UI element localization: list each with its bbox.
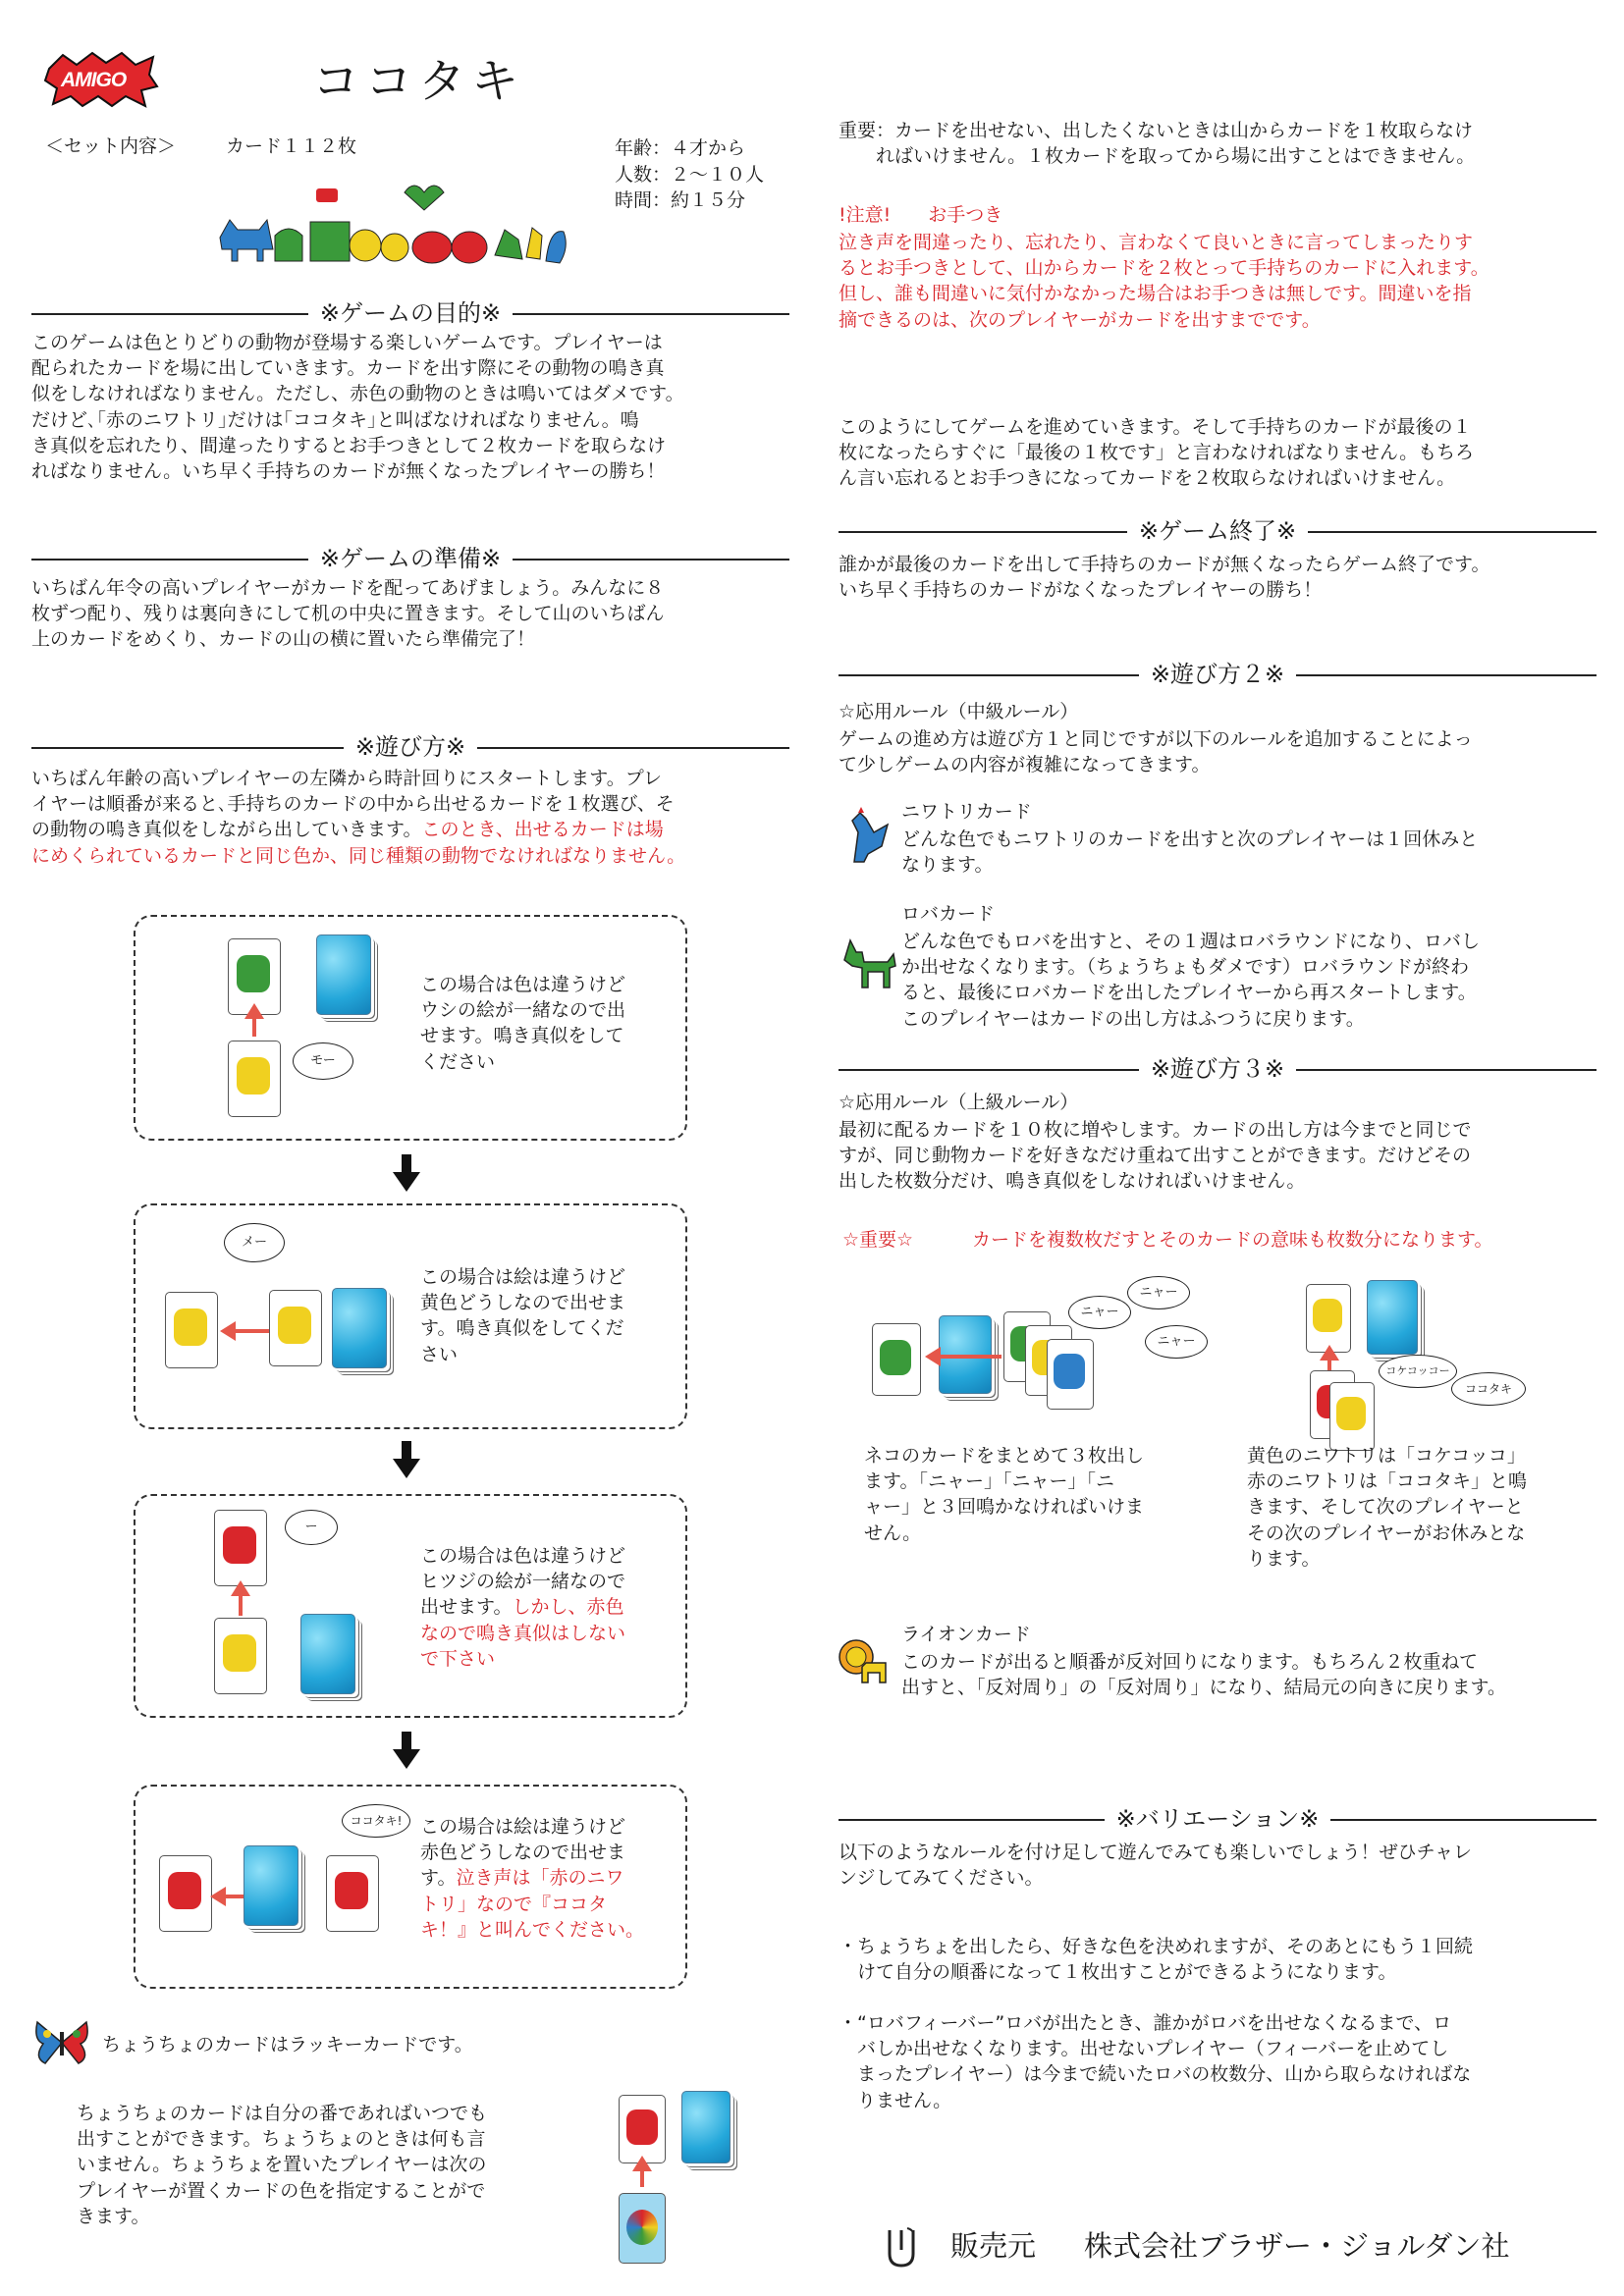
play3-important-body: カードを複数枚だすとそのカードの意味も枚数分になります。 [972, 1229, 1493, 1251]
example3-field-card [214, 1510, 267, 1586]
flow-arrow-3 [393, 1732, 420, 1769]
penalty-title: !注意! お手つき [839, 204, 1003, 226]
prep-body: いちばん年令の高いプレイヤーがカードを配ってあげましょう。みんなに８ 枚ずつ配り、残りは裏向きにして机の中央に置きます。そして山のいちばん 上のカードをめくり、カードの山の横に置いたら準備完了！ [31, 577, 665, 651]
chicken-caption: 黄色のニワトリは「コケコッコ」 赤のニワトリは「ココタキ」と鳴 きます、そして次のプレイヤーと その次のプレイヤーがお休みとな ります。 [1247, 1445, 1528, 1570]
play2-section-header [839, 658, 1597, 693]
publisher-label: 販売元 [950, 2229, 1037, 2263]
end-body: 誰かが最後のカードを出して手持ちのカードが無くなったらゲーム終了です。 いち早く手持ちのカードがなくなったプレイヤーの勝ち！ [839, 554, 1490, 602]
butterfly-icon [33, 2018, 90, 2067]
butterfly-arrow [640, 2169, 644, 2187]
chicken-bubble-1: コケコッコー [1379, 1355, 1457, 1388]
chicken-deck [1367, 1280, 1418, 1355]
example4-text-red: 泣き声は「赤のニワ トリ」なので『ココタ キ！』と叫んでください。 [420, 1867, 645, 1941]
variation-title: ※バリエーション※ [1115, 1805, 1320, 1834]
last-card-body: このようにしてゲームを進めていきます。そして手持ちのカードが最後の１ 枚になったらすぐに「最後の１枚です」と言わなければなりません。もちろ ん言い忘れるとお手つきになってカードを２枚取らなければいけません。 [839, 416, 1475, 490]
chicken-bubble-2: ココタキ [1451, 1372, 1526, 1406]
cat-played-card-3 [1047, 1339, 1094, 1410]
example4-deck [244, 1845, 298, 1926]
donkey-icon [840, 933, 899, 991]
variation-section-header [839, 1802, 1597, 1838]
example-box-4 [134, 1785, 687, 1989]
goal-body: このゲームは色とりどりの動物が登場する楽しいゲームです。プレイヤーは 配られたカードを場に出していきます。カードを出す際にその動物の鳴き真 似をしなければなりません。ただし、赤色の動物のときは鳴いてはダメです。 だけど､｢赤のニワトリ｣だけは｢ココタキ｣と叫ばなければなりません。鳴 き真似を忘れたり、間違ったりするとお手つきとして２枚カードを取らなけ ればなりません。いち早く手持ちのカードが無くなったプレイヤーの勝ち！ [31, 332, 684, 483]
example-box-3 [134, 1494, 687, 1718]
example1-text: この場合は色は違うけど ウシの絵が一緒なので出 せます。鳴き真似をして ください [420, 974, 626, 1073]
cat-bubble-3: ニャー [1145, 1325, 1208, 1359]
play2-subtitle: ☆応用ルール（中級ルール） [839, 701, 1079, 722]
play3-section-header [839, 1052, 1597, 1088]
example3-text-red: しかし、赤色 なので鳴き真似はしない で下さい [420, 1596, 626, 1670]
rooster-title: ニワトリカード [901, 801, 1032, 823]
goal-section-header [31, 296, 789, 332]
cat-bubble-1: ニャー [1068, 1296, 1131, 1329]
prep-section-header [31, 542, 789, 577]
play2-body: ゲームの進め方は遊び方１と同じですが以下のルールを追加することによっ て少しゲームの内容が複雑になってきます。 [839, 728, 1473, 776]
cat-bubble-2: ニャー [1127, 1276, 1190, 1309]
example3-arrow [239, 1594, 243, 1616]
example4-played-card [326, 1855, 379, 1932]
animal-lineup-icon [218, 179, 571, 277]
spec-age: 年齢：４才から [615, 137, 746, 159]
example1-deck [316, 934, 371, 1015]
example2-field-card [269, 1290, 322, 1366]
rooster-icon [844, 803, 892, 866]
spec-time: 時間：約１５分 [615, 189, 746, 212]
example1-bubble: モー [293, 1042, 353, 1080]
cat-field-card [872, 1323, 921, 1396]
end-title: ※ゲーム終了※ [1138, 517, 1297, 546]
example-box-1 [134, 915, 687, 1141]
play-body-red: このとき、出せるカードは場 にめくられているカードと同じ色か、同じ種類の動物でなければなりません。 [31, 819, 686, 867]
spec-players: 人数：２〜１０人 [615, 163, 765, 186]
butterfly-played-card [619, 2193, 666, 2264]
end-section-header [839, 514, 1597, 550]
butterfly-headline: ちょうちょのカードはラッキーカードです。 [102, 2034, 473, 2056]
butterfly-deck [681, 2091, 731, 2163]
example1-played-card [228, 1041, 281, 1117]
butterfly-field-card [619, 2095, 666, 2163]
example4-text: この場合は絵は違うけど 赤色どうしなので出せま す。 [420, 1816, 626, 1890]
chicken-field-card [1306, 1284, 1351, 1353]
important-label: 重要： [839, 120, 895, 141]
play-section-header [31, 730, 789, 766]
example3-played-card [214, 1618, 267, 1694]
example1-arrow [252, 1017, 256, 1037]
example2-arrow [234, 1329, 273, 1333]
example2-bubble: メー [224, 1223, 285, 1262]
chicken-played-card-2 [1329, 1382, 1375, 1451]
example4-bubble: ココタキ! [342, 1804, 410, 1838]
play2-title: ※遊び方２※ [1150, 661, 1285, 689]
variation-item-2: ・“ロバフィーバー”ロバが出たとき、誰かがロバを出せなくなるまで、ロ バしか出せなくなります。出せないプレイヤー（フィーバーを止めてし まったプレイヤー）は今まで続いたロバの枚数分、山から取らなければな りません。 [839, 2012, 1472, 2111]
play-body-block [31, 766, 807, 869]
play3-important-label: ☆重要☆ [842, 1229, 914, 1251]
lion-icon [837, 1637, 892, 1686]
play3-subtitle: ☆応用ルール（上級ルール） [839, 1092, 1079, 1113]
example4-field-card [159, 1855, 212, 1932]
set-contents-label: ＜セット内容＞ [45, 135, 177, 157]
donkey-title: ロバカード [901, 903, 996, 925]
important-block [839, 118, 1614, 169]
example3-text: この場合は色は違うけど ヒツジの絵が一緒なので 出せます。 [420, 1545, 626, 1619]
example3-deck [300, 1614, 355, 1694]
publisher-logo-icon [882, 2224, 921, 2269]
example3-bubble: ー [285, 1510, 338, 1545]
example2-deck [332, 1288, 387, 1368]
play3-body: 最初に配るカードを１０枚に増やします。カードの出し方は今までと同じで すが、同じ動物カードを好きなだけ重ねて出すことができます。だけどその 出した枚数分だけ、鳴き真似をしなければいけません。 [839, 1119, 1472, 1193]
important-body: カードを出せない、出したくないときは山からカードを１枚取らなけ ればいけません。１枚カードを取ってから場に出すことはできません。 [876, 120, 1476, 168]
example2-text: この場合は絵は違うけど 黄色どうしなので出せま す。鳴き真似をしてくだ さい [420, 1266, 626, 1365]
butterfly-body: ちょうちょのカードは自分の番であればいつでも 出すことができます。ちょうちょのときは何も言 いません。ちょうちょを置いたプレイヤーは次の プレイヤーが置くカードの色を指定することがで きます。 [77, 2103, 488, 2227]
example-box-2 [134, 1203, 687, 1429]
prep-title: ※ゲームの準備※ [319, 545, 502, 573]
play-title: ※遊び方※ [354, 733, 466, 762]
amigo-logo-icon [43, 51, 159, 108]
specs [615, 135, 764, 214]
example3-text-block [420, 1543, 685, 1672]
donkey-body: どんな色でもロバを出すと、その１週はロバラウンドになり、ロバし か出せなくなります。（ちょうちょもダメです）ロバラウンドが終わ ると、最後にロバカードを出したプレイヤーから再スタートします。 このプレイヤーはカードの出し方はふつうに戻ります。 [901, 931, 1481, 1030]
set-contents-value: カード１１２枚 [226, 135, 357, 157]
play-body: いちばん年齢の高いプレイヤーの左隣から時計回りにスタートします。プレ イヤーは順番が来ると､手持ちのカードの中から出せるカードを１枚選び、そ の動物の鳴き真似をしながら出していきます。 [31, 768, 675, 841]
variation-item-1: ・ちょうちょを出したら、好きな色を決めれますが、そのあとにもう１回続 けて自分の順番になって１枚出すことができるようになります。 [839, 1936, 1474, 1984]
lion-title: ライオンカード [901, 1624, 1031, 1645]
lion-body: このカードが出ると順番が反対回りになります。もちろん２枚重ねて 出すと、「反対周り」の「反対周り」になり、結局元の向きに戻ります。 [901, 1651, 1506, 1699]
penalty-body: 泣き声を間違ったり、忘れたり、言わなくて良いときに言ってしまったりす るとお手つきとして、山からカードを２枚とって手持ちのカードに入れます。 但し、誰も間違いに気付かなかった場合はお手つきは無しです。間違いを指 摘できるのは、次のプレイヤーがカードを出すまでです。 [839, 232, 1489, 331]
example4-text-block [420, 1814, 685, 1943]
flow-arrow-1 [393, 1154, 420, 1192]
publisher-name: 株式会社ブラザー・ジョルダン社 [1084, 2229, 1510, 2263]
variation-body: 以下のようなルールを付け足して遊んでみても楽しいでしょう！ぜひチャレ ンジしてみてください。 [839, 1842, 1473, 1890]
play3-title: ※遊び方３※ [1150, 1055, 1285, 1084]
cat-caption: ネコのカードをまとめて３枚出し ます。「ニャー」「ニャー」「ニ ャー」と３回鳴かなければいけま せん。 [864, 1445, 1145, 1544]
example2-hand-card [165, 1292, 218, 1368]
rooster-body: どんな色でもニワトリのカードを出すと次のプレイヤーは１回休みと なります。 [901, 828, 1479, 877]
flow-arrow-2 [393, 1441, 420, 1478]
cat-arrow [939, 1355, 1001, 1359]
page-title: ココタキ [312, 54, 525, 109]
amigo-logo-text: AMIGO [61, 69, 127, 91]
goal-title: ※ゲームの目的※ [319, 299, 502, 328]
